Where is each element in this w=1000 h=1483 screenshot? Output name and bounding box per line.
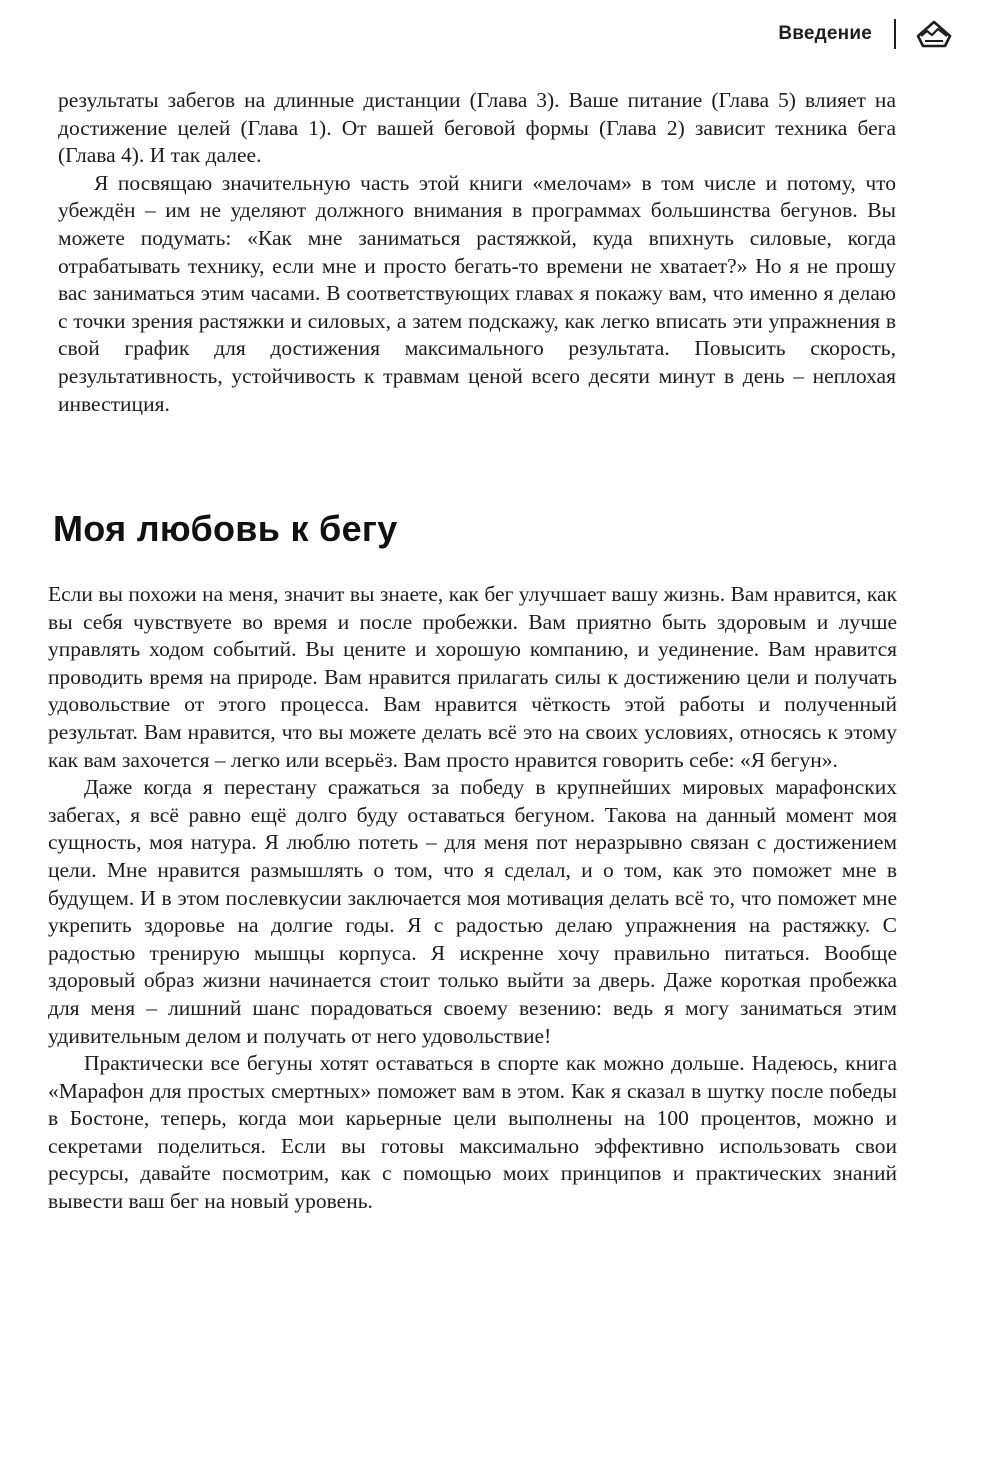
header-divider <box>894 19 896 49</box>
section-paragraph-1: Если вы похожи на меня, значит вы знаете, как бег улучшает вашу жизнь. Вам нравится, как вы себя чувствуете во время и после пробежки. Вам приятно быть здоровым и лучше управлять ходом событий. Вы цените и хорошую компанию, и уединение. Вам нравится проводить время на природе. Вам нравится прилагать силы к достижению цели и получать удовольствие от этого процесса. Вам нравится чёткость этой работы и полученный результат. Вам нравится, что вы можете делать всё это на своих условиях, относясь к этому как вам захочется – легко или всерьёз. Вам просто нравится говорить себе: «Я бегун». <box>48 582 897 772</box>
mountain-logo-icon <box>916 19 952 49</box>
running-header-title: Введение <box>778 23 872 44</box>
intro-paragraph-continued: результаты забегов на длинные дистанции (Глава 3). Ваше питание (Глава 5) влияет на достижение целей (Глава 1). От вашей беговой формы (Глава 2) зависит техника бега (Глава 4). И так далее. <box>58 88 896 168</box>
section-heading: Моя любовь к бегу <box>53 508 398 549</box>
running-header <box>778 14 952 54</box>
section-text-block <box>48 581 897 1216</box>
section-paragraph-2: Даже когда я перестану сражаться за победу в крупнейших мировых марафонских забегах, я всё равно ещё долго буду оставаться бегуном. Такова на данный момент моя сущность, моя натура. Я люблю потеть – для меня пот неразрывно связан с достижением цели. Мне нравится размышлять о том, что я сделал, и о том, как это поможет мне в будущем. И в этом послевкусии заключается моя мотивация делать всё то, что поможет мне укрепить здоровье на долгие годы. Я с радостью делаю упражнения на растяжку. С радостью тренирую мышцы корпуса. Я искренне хочу правильно питаться. Вообще здоровый образ жизни начинается стоит только выйти за дверь. Даже короткая пробежка для меня – лишний шанс порадоваться своему везению: ведь я могу заниматься этим удивительным делом и получать от него удовольствие! <box>48 775 897 1048</box>
intro-paragraph: Я посвящаю значительную часть этой книги «мелочам» в том числе и потому, что убеждён – им не уделяют должного внимания в программах большинства бегунов. Вы можете подумать: «Как мне заниматься растяжкой, куда впихнуть силовые, когда отрабатывать технику, если мне и просто бегать-то времени не хватает?» Но я не прошу вас заниматься этим часами. В соответствующих главах я покажу вам, что именно я делаю с точки зрения растяжки и силовых, а затем подскажу, как легко вписать эти упражнения в свой график для достижения максимального результата. Повысить скорость, результативность, устойчивость к травмам ценой всего десяти минут в день – неплохая инвестиция. <box>58 170 896 416</box>
intro-text-block <box>58 87 896 418</box>
section-paragraph-3: Практически все бегуны хотят оставаться в спорте как можно дольше. Надеюсь, книга «Марафон для простых смертных» поможет вам в этом. Как я сказал в шутку после победы в Бостоне, теперь, когда мои карьерные цели выполнены на 100 процентов, можно и секретами поделиться. Если вы готовы максимально эффективно использовать свои ресурсы, давайте посмотрим, как с помощью моих принципов и практических знаний вывести ваш бег на новый уровень. <box>48 1051 897 1214</box>
